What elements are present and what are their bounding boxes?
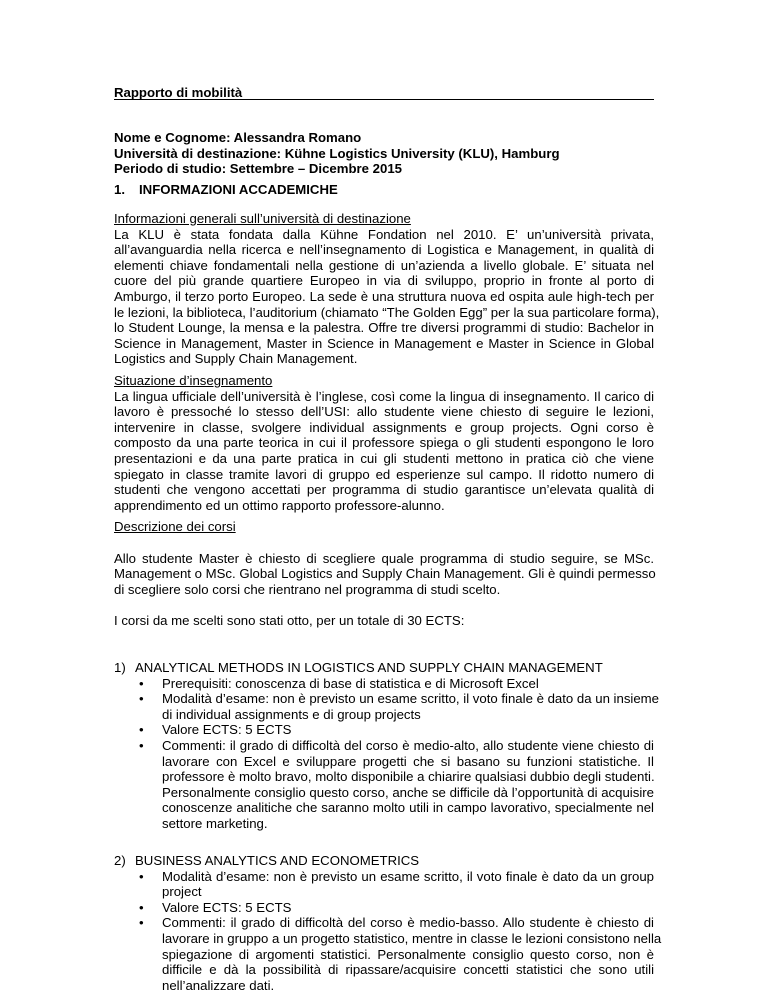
course-number: 2) [114,853,126,868]
teaching-body [114,389,654,514]
text-line: Modalità d’esame: non è previsto un esame scritto, il voto finale è dato da un group [162,868,654,884]
text-line: La lingua ufficiale dell’università è l’inglese, così come la lingua di insegnamento. Il carico di [114,388,654,404]
text-line: intervenire in classe, svolgere individual assignments e group projects. Ogni corso è [114,419,654,435]
bullet-icon: • [139,915,144,931]
header-divider [114,99,654,100]
text-line: Science in Management, Master in Science in Management e Master in Science in Global [114,335,654,351]
report-title: Rapporto di mobilità [114,85,243,100]
study-period: Periodo di studio: Settembre – Dicembre 2015 [114,161,403,177]
text-line: Amburgo, il terzo porto Europeo. La sede è una struttura nuova ed ospita aule high-tech per [114,288,654,304]
bullet-icon: • [139,737,144,753]
course-details-list [114,868,662,994]
text-line: all’avanguardia nella ricerca e nell’insegnamento di Logistica e Management, in qualità di [114,242,654,258]
bullet-icon: • [139,899,144,915]
course-item [114,660,660,832]
text-line: Prerequisiti: conoscenza di base di statistica e di Microsoft Excel [162,675,539,691]
section-heading-academic [114,182,338,198]
text-line: Commenti: il grado di difficoltà del corso è medio-basso. Allo studente è chiesto di [162,915,654,931]
text-line: professore è molto bravo, molto disponibile a chiarire qualsiasi dubbio degli studenti. [162,769,655,785]
text-line: Personalmente consiglio questo corso, anche se difficile dà l’opportunità di acquisire [162,784,654,800]
text-line: spiegato in classe tramite lavori di gruppo ed esperienze sul campo. Il ridotto numero di [114,466,654,482]
teaching-section [114,373,654,513]
text-line: le lezioni, la biblioteca, l’auditorium (chiamato “The Golden Egg” per la sua particolare forma), [114,304,660,320]
text-line: di scegliere solo corsi che rientrano nel programma di studi scelto. [114,581,501,597]
text-line: Valore ECTS: 5 ECTS [162,722,292,738]
course-title [114,853,654,869]
general-info-heading: Informazioni generali sull’università di destinazione [114,211,411,226]
student-info [114,130,560,177]
text-line: La KLU è stata fondata dalla Kühne Fondation nel 2010. E’ un’università privata, [114,226,654,242]
section-number: 1. [114,182,125,197]
text-line: cuore del più grande quartiere Europeo in via di sviluppo, proprio in fronte al porto di [114,273,654,289]
text-line: lavorare in gruppo a un progetto statistico, mentre in classe le lezioni consistono nella [162,930,662,946]
text-line: lo Student Lounge, la mensa e la palestra. Offre tre diversi programmi di studio: Bachelor in [114,320,654,336]
course-title [114,660,654,676]
text-line: Management o MSc. Global Logistics and Supply Chain Management. Gli è quindi permesso [114,566,656,582]
list-item [114,738,654,832]
text-line: Allo studente Master è chiesto di scegliere quale programma di studio seguire, se MSc. [114,550,654,566]
course-name: ANALYTICAL METHODS IN LOGISTICS AND SUPPLY CHAIN MANAGEMENT [135,660,603,675]
text-line: lavoro è pressoché lo stesso dell’USI: allo studente viene chiesto di seguire le lezioni, [114,404,654,420]
text-line: presentazioni e da una parte pratica in cui gli studenti mettono in pratica ciò che viene [114,450,654,466]
course-item [114,853,662,993]
text-line: settore marketing. [162,815,268,831]
text-line: spiegazione di argomenti statistici. Personalmente consiglio questo corso, non è [162,946,654,962]
course-number: 1) [114,660,126,675]
student-name: Nome e Cognome: Alessandra Romano [114,130,362,145]
text-line: lavorare con Excel e sviluppare progetti che si basano su funzioni statistiche. Il [162,753,654,769]
text-line: composto da una parte teorica in cui il professore spiega o gli studenti espongono le loro [114,435,654,451]
general-info-section [114,211,660,367]
text-line: apprendimento ed un ottimo rapporto professore-alunno. [114,497,445,513]
text-line: elementi chiave fondamentali nella gestione di un’azienda a livello globale. E’ situata nel [114,257,654,273]
list-item [114,691,660,722]
text-line: nell’analizzare dati. [162,977,275,993]
bullet-icon: • [139,675,144,691]
text-line: project [162,884,202,900]
text-line: Modalità d’esame: non è previsto un esame scritto, il voto finale è dato da un insieme [162,691,660,707]
list-item [114,676,654,692]
text-line: conoscenze analitiche che saranno molto utili in campo lavorativo, specialmente nel [162,800,654,816]
courses-description-heading: Descrizione dei corsi [114,519,236,534]
text-line: di individual assignments e di group projects [162,706,421,722]
destination-university: Università di destinazione: Kühne Logistics University (KLU), Hamburg [114,145,560,161]
list-item [114,722,654,738]
general-info-body [114,226,660,367]
list-item [114,900,654,916]
bullet-icon: • [139,722,144,738]
courses-description-section [114,519,654,629]
courses-count-paragraph: I corsi da me scelti sono stati otto, per un totale di 30 ECTS: [114,613,465,629]
section-title: INFORMAZIONI ACCADEMICHE [139,182,338,197]
course-name: BUSINESS ANALYTICS AND ECONOMETRICS [135,853,420,868]
text-line: Logistics and Supply Chain Management. [114,351,358,367]
text-line: Valore ECTS: 5 ECTS [162,899,292,915]
course-details-list [114,675,660,832]
bullet-icon: • [139,691,144,707]
text-line: Commenti: il grado di difficoltà del corso è medio-alto, allo studente viene chiesto di [162,737,654,753]
teaching-heading: Situazione d’insegnamento [114,373,273,388]
text-line: studenti che vengono accettati per programma di studio garantisce un’elevata qualità di [114,482,654,498]
bullet-icon: • [139,868,144,884]
list-item [114,869,654,900]
courses-intro-paragraph [114,551,654,598]
text-line: difficile e dà la possibilità di ripassare/acquisire concetti statistici che sono utili [162,962,654,978]
list-item [114,915,662,993]
